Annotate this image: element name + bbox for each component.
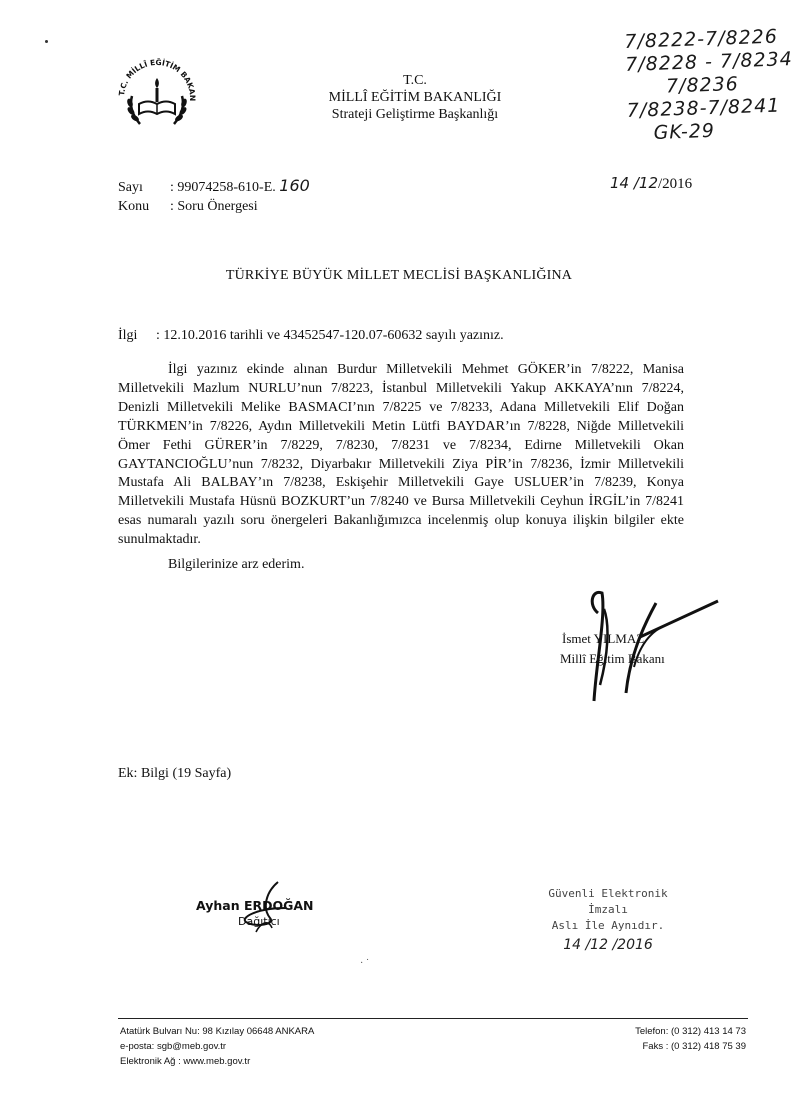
- binder-hole-mark: [45, 40, 48, 43]
- konu-value: : Soru Önergesi: [170, 199, 258, 214]
- footer-email: e-posta: sgb@meb.gov.tr: [120, 1041, 227, 1052]
- sayi-label: Sayı: [118, 180, 143, 195]
- stray-marks: · ˙: [360, 958, 370, 969]
- ilgi-value: : 12.10.2016 tarihli ve 43452547-120.07-60632 sayılı yazınız.: [156, 328, 504, 343]
- letter-body: [118, 361, 684, 550]
- document-date: [610, 174, 692, 193]
- distributor-block: [196, 898, 314, 928]
- date-printed-year: /2016: [658, 176, 693, 192]
- handwritten-reference-notes: [624, 25, 796, 146]
- sayi-row: [118, 176, 310, 197]
- ilgi-label: İlgi: [118, 328, 138, 343]
- stamp-line-2: Aslı İle Aynıdır.: [551, 919, 665, 932]
- stamp-date: 14 /12 /2016: [563, 937, 653, 953]
- handwritten-note-line: 7/8228 - 7/8234: [624, 48, 794, 76]
- e-signature-stamp: [538, 886, 678, 953]
- handwritten-signature: [570, 575, 730, 705]
- signer-title: Millî Eğitim Bakanı: [560, 651, 665, 666]
- distributor-name: Ayhan ERDOĞAN: [196, 898, 314, 913]
- svg-text:T.C. MİLLÎ EĞİTİM BAKANLIĞI: T.C. MİLLÎ EĞİTİM BAKAN: [117, 57, 198, 102]
- handwritten-note-line: 7/8238-7/8241: [626, 94, 781, 122]
- document-meta: [118, 176, 310, 216]
- distributor-role: Dağıtıcı: [238, 915, 280, 928]
- reference-line: [118, 328, 504, 344]
- footer-fax: Faks : (0 312) 418 75 39: [642, 1041, 746, 1052]
- letterhead: [300, 72, 530, 123]
- handwritten-note-line: 7/8236: [665, 72, 740, 98]
- letterhead-department: Strateji Geliştirme Başkanlığı: [331, 107, 499, 122]
- closing-sentence: Bilgilerinize arz ederim.: [168, 557, 305, 572]
- konu-row: [118, 197, 310, 216]
- letterhead-ministry: MİLLÎ EĞİTİM BAKANLIĞI: [328, 90, 502, 105]
- handwritten-note-line: GK-29: [653, 119, 716, 144]
- recipient-heading: TÜRKİYE BÜYÜK MİLLET MECLİSİ BAŞKANLIĞINA: [225, 268, 573, 283]
- footer-contact-left: [120, 1024, 314, 1069]
- ministry-seal-logo: [112, 48, 202, 138]
- footer-contact-right: [568, 1024, 746, 1054]
- footer-address: Atatürk Bulvarı Nu: 98 Kızılay 06648 ANKARA: [120, 1026, 315, 1037]
- footer-divider: [118, 1018, 748, 1019]
- body-paragraph: İlgi yazınız ekinde alınan Burdur Milletvekili Mehmet GÖKER’in 7/8222, Manisa Milletvekili Mazlum NURLU’nun 7/8223, İstanbul Milletvekili Yakup AKKAYA’nın 7/8224, Denizli Milletvekili Melike BASMACI’nın 7/8225 ve 7/8233, Adana Milletvekili Elif Doğan TÜRKMEN’in 7/8226, Aydın Milletvekili Metin Lütfi BAYDAR’ın 7/8228, Niğde Milletvekili Ömer Fethi GÜRER’in 7/8229, 7/8230, 7/8231 ve 7/8234, Edirne Milletvekili Okan GAYTANCIOĞLU’nun 7/8232, Diyarbakır Milletvekili Ziya PİR’in 7/8236, İzmir Milletvekili Mustafa Ali BALBAY’ın 7/8238, Eskişehir Milletvekili Gaye USLUER’in 7/8239, Konya Milletvekili Mustafa Hüsnü BOZKURT’un 7/8240 ve Bursa Milletvekili Ceyhun İRGİL’in 7/8241 esas numaralı yazılı soru önergeleri Bakanlığımızca incelenmiş olup konuya ilişkin bilgiler ekte sunulmaktadır.: [118, 362, 684, 548]
- date-handwritten-part: 14 /12: [610, 174, 658, 192]
- konu-label: Konu: [118, 199, 150, 214]
- handwritten-note-line: 7/8222-7/8226: [624, 25, 779, 53]
- sayi-value: : 99074258-610-E.: [170, 180, 276, 195]
- footer-phone: Telefon: (0 312) 413 14 73: [635, 1026, 746, 1037]
- footer-web: Elektronik Ağ : www.meb.gov.tr: [120, 1056, 251, 1067]
- attachment-line: Ek: Bilgi (19 Sayfa): [118, 766, 232, 781]
- signer-name: İsmet YILMAZ: [562, 631, 645, 646]
- sayi-handwritten-number: 160: [279, 176, 310, 195]
- stamp-line-1: Güvenli Elektronik İmzalı: [548, 887, 668, 916]
- letterhead-tc: T.C.: [403, 73, 427, 88]
